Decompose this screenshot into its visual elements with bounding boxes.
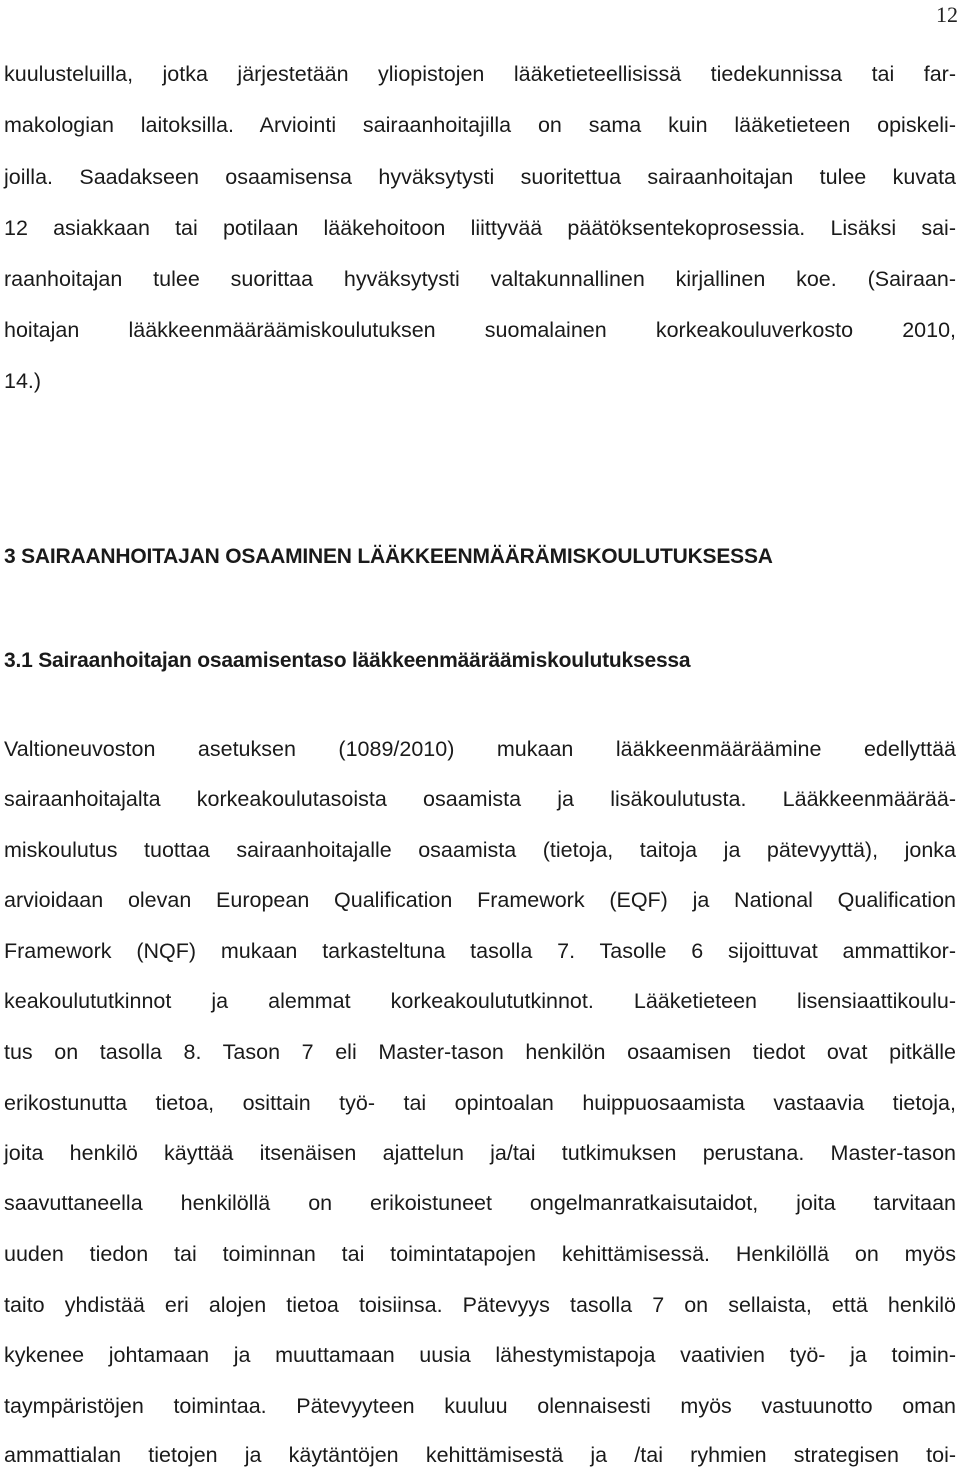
text-line: arvioidaan olevan European Qualification Framework (EQF) ja National Qualification <box>4 888 956 912</box>
text-line: taympäristöjen toimintaa. Pätevyyteen kuuluu olennaisesti myös vastuunotto oman <box>4 1394 956 1418</box>
text-line: saavuttaneella henkilöllä on erikoistuneet ongelmanratkaisutaidot, joita tarvitaan <box>4 1191 956 1215</box>
text-line: erikostunutta tietoa, osittain työ- tai opintoalan huippuosaamista vastaavia tietoja, <box>4 1091 956 1115</box>
text-line: kuulusteluilla, jotka järjestetään yliopistojen lääketieteellisissä tiedekunnissa tai far- <box>4 62 956 86</box>
text-line: 14.) <box>4 369 42 393</box>
text-line: sairaanhoitajalta korkeakoulutasoista osaamista ja lisäkoulutusta. Lääkkeenmäärää- <box>4 787 956 811</box>
text-line: taito yhdistää eri alojen tietoa toisiinsa. Pätevyys tasolla 7 on sellaista, että henkilö <box>4 1293 956 1317</box>
chapter-heading: 3 SAIRAANHOITAJAN OSAAMINEN LÄÄKKEENMÄÄRÄMISKOULUTUKSESSA <box>4 545 773 568</box>
text-line: keakoulututkinnot ja alemmat korkeakoulututkinnot. Lääketieteen lisensiaattikoulu- <box>4 989 956 1013</box>
text-line: ammattialan tietojen ja käytäntöjen kehittämisestä ja /tai ryhmien strategisen toi- <box>4 1443 956 1467</box>
text-line: joita henkilö käyttää itsenäisen ajattelun ja/tai tutkimuksen perustana. Master-tason <box>4 1141 956 1165</box>
section-heading: 3.1 Sairaanhoitajan osaamisentaso lääkkeenmääräämiskoulutuksessa <box>4 649 691 672</box>
text-line: hoitajan lääkkeenmääräämiskoulutuksen suomalainen korkeakouluverkosto 2010, <box>4 318 956 342</box>
text-line: Framework (NQF) mukaan tarkasteltuna tasolla 7. Tasolle 6 sijoittuvat ammattikor- <box>4 939 956 963</box>
text-line: Valtioneuvoston asetuksen (1089/2010) mukaan lääkkeenmääräämine edellyttää <box>4 737 956 761</box>
text-line: makologian laitoksilla. Arviointi sairaanhoitajilla on sama kuin lääketieteen opiskeli- <box>4 113 956 137</box>
text-line: kykenee johtamaan ja muuttamaan uusia lähestymistapoja vaativien työ- ja toimin- <box>4 1343 956 1367</box>
text-line: uuden tiedon tai toiminnan tai toimintatapojen kehittämisessä. Henkilöllä on myös <box>4 1242 956 1266</box>
text-line: raanhoitajan tulee suorittaa hyväksytysti valtakunnallinen kirjallinen koe. (Sairaan- <box>4 267 956 291</box>
page-number: 12 <box>936 2 958 27</box>
text-line: miskoulutus tuottaa sairaanhoitajalle osaamista (tietoja, taitoja ja pätevyyttä), jonka <box>4 838 956 862</box>
text-line: tus on tasolla 8. Tason 7 eli Master-tason henkilön osaamisen tiedot ovat pitkälle <box>4 1040 956 1064</box>
text-line: 12 asiakkaan tai potilaan lääkehoitoon liittyvää päätöksentekoprosessia. Lisäksi sai- <box>4 216 956 240</box>
text-line: joilla. Saadakseen osaamisensa hyväksytysti suoritettua sairaanhoitajan tulee kuvata <box>4 165 956 189</box>
